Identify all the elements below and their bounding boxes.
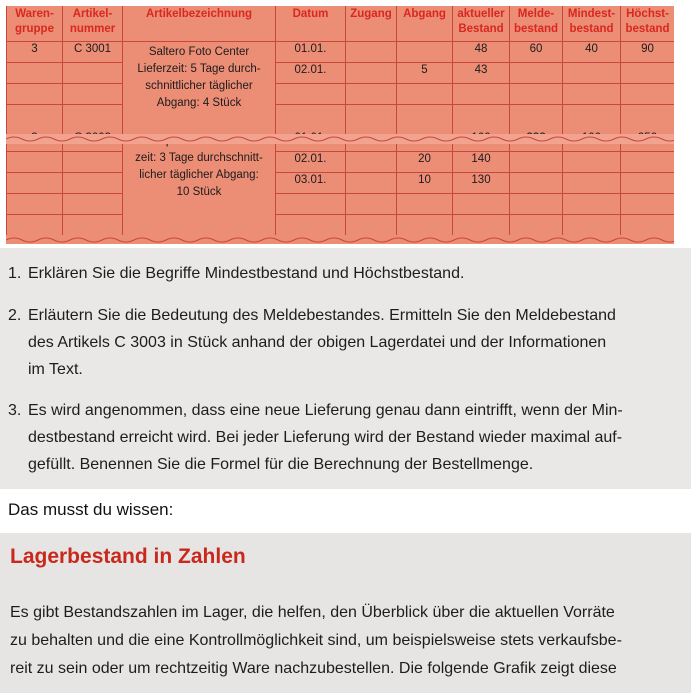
cell-zugang [346, 42, 397, 63]
header-mindestbestand: Mindest- bestand [563, 6, 621, 42]
exercise-number: 1. [8, 265, 22, 282]
cell-mindestbestand: 40 [563, 42, 621, 63]
info-text-line: reit zu sein oder um rechtzeitig Ware nachzubestellen. Die folgende Grafik zeigt diese [10, 660, 617, 677]
header-artikelnummer: Artikel- nummer [63, 6, 123, 42]
cell-artikelbezeichnung: zeit: 3 Tage durchschnitt- licher täglicher Abgang: 10 Stück [123, 131, 276, 215]
header-zugang: Zugang [346, 6, 397, 42]
header-meldebestand: Melde- bestand [510, 6, 563, 42]
cell-datum: 01.01. [276, 42, 346, 63]
cell-bestand: 48 [453, 42, 510, 63]
exercise-text-line: destbestand erreicht wird. Bei jeder Lieferung wird der Bestand wieder maximal auf- [28, 429, 623, 446]
cell-abgang: 5 [397, 63, 453, 84]
cell-zugang [346, 63, 397, 84]
table-row [7, 194, 675, 215]
table-row [7, 152, 675, 173]
cell-zugang [346, 152, 397, 173]
cell-abgang: 20 [397, 152, 453, 173]
lagerdatei-table-panel [6, 6, 674, 244]
cell-abgang: 10 [397, 173, 453, 194]
cell-datum: 02.01. [276, 63, 346, 84]
cell-meldebestand: 60 [510, 42, 563, 63]
header-hoechstbestand: Höchst- bestand [621, 6, 675, 42]
table-row [7, 84, 675, 105]
info-title: Lagerbestand in Zahlen [10, 545, 246, 568]
table-row [7, 215, 675, 236]
header-datum: Datum [276, 6, 346, 42]
cell-zugang [346, 173, 397, 194]
exercise-number: 3. [8, 402, 22, 419]
cell-artikelnummer: C 3001 [63, 42, 123, 63]
header-abgang: Abgang [397, 6, 453, 42]
info-body [10, 599, 686, 683]
table-row [7, 42, 675, 63]
exercise-text-line: Es wird angenommen, dass eine neue Lieferung genau dann eintrifft, wenn der Min- [28, 402, 623, 419]
header-artikelbezeichnung: Artikelbezeichnung [123, 6, 276, 42]
cell-bestand: 43 [453, 63, 510, 84]
table-row [7, 63, 675, 84]
note-text: Das musst du wissen: [8, 500, 174, 519]
cell-artikelbezeichnung: Saltero Foto Center Lieferzeit: 5 Tage durch- schnittlicher täglicher Abgang: 4 Stück [123, 42, 276, 126]
cell-warengruppe: 3 [7, 42, 63, 63]
exercise-text-line: im Text. [28, 361, 83, 378]
cell-bestand: 130 [453, 173, 510, 194]
cell-abgang [397, 42, 453, 63]
header-aktueller-bestand: aktueller Bestand [453, 6, 510, 42]
cell-hoechstbestand: 90 [621, 42, 675, 63]
info-box [0, 533, 691, 693]
cell-datum: 03.01. [276, 173, 346, 194]
exercise-box [0, 248, 691, 489]
wave-separator [6, 134, 674, 144]
table-row [7, 173, 675, 194]
exercise-number: 2. [8, 307, 22, 324]
wave-separator [6, 235, 674, 244]
header-warengruppe: Waren- gruppe [7, 6, 63, 42]
exercise-text-line: des Artikels C 3003 in Stück anhand der obigen Lagerdatei und der Informationen [28, 334, 607, 351]
exercise-text-line: gefüllt. Benennen Sie die Formel für die Berechnung der Bestellmenge. [28, 456, 534, 473]
table-row [7, 105, 675, 126]
exercise-text-line: Erklären Sie die Begriffe Mindestbestand und Höchstbestand. [28, 265, 465, 282]
info-text-line: zu behalten und die eine Kontrollmöglichkeit sind, um beispielsweise stets verkaufsbe- [10, 632, 622, 649]
table-header-row [7, 6, 675, 42]
lagerdatei-table [6, 6, 674, 235]
cell-bestand: 140 [453, 152, 510, 173]
exercise-text-line: Erläutern Sie die Bedeutung des Meldebestandes. Ermitteln Sie den Meldebestand [28, 307, 616, 324]
info-text-line: Es gibt Bestandszahlen im Lager, die helfen, den Überblick über die aktuellen Vorräte [10, 604, 615, 621]
cell-datum: 02.01. [276, 152, 346, 173]
